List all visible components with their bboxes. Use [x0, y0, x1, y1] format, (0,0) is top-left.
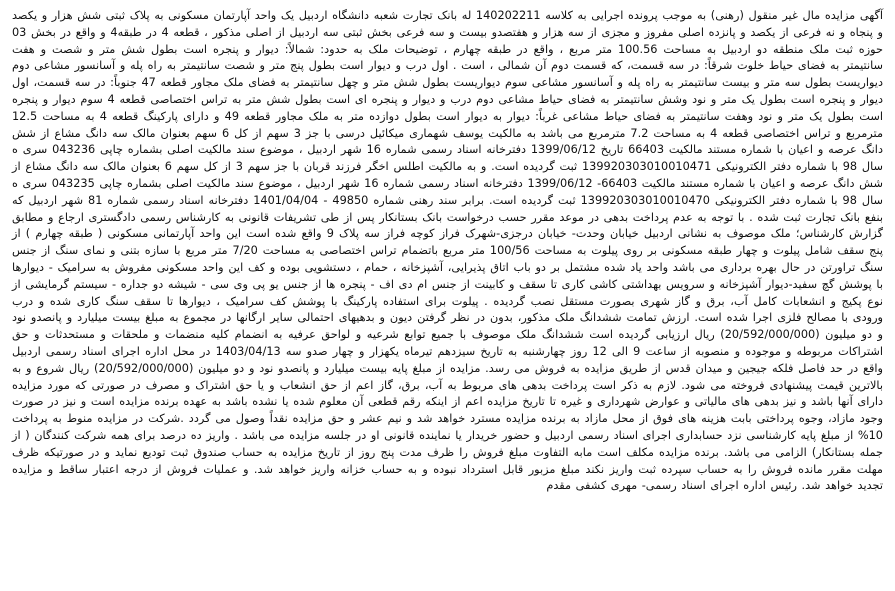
auction-notice-text: آگهی مزایده مال غیر منقول (رهنی) به موجب پرونده اجرایی به کلاسه 140202211 له بانک تجارت شعبه دانشگاه اردبیل یک واحد آپارتمان مسکونی به پلاک ثبتی شش هزار و یکصد و پنجاه و نه فرعی از یکصد و پانزده اصلی مفروز و مجزی از سه هزار و هفتصدو بیست و سه فرعی بخش ثبتی سه اردبیل از اصلی مذکور ، قطعه 4 در طبقه4 و واقع در بخش 03 حوزه ثبت ملک منطقه دو اردبیل به مساحت 100.56 متر مربع ، واقع در طبقه چهارم ، توضیحات ملک به حدود: شمالاً: دیوار و پنجره است بطول شش متر و شصت و هفت سانتیمتر به فضای حیاط خلوت شرقاً: در سه قسمت، که قسمت دوم آن شمالی ، است . اول درب و دیوار است بطول پنج متر و شصت سانتیمتر به راه پله و آسانسور مشاعی دوم دیواریست بطول سه متر و بیست سانتیمتر به راه پله و آسانسور مشاعی سوم دیواریست بطول شش متر و چهل سانتیمتر به فضای ملک مجاور قطعه 47 جنوباً: در سه قسمت، اول دیوار و پنجره است بطول یک متر و نود وشش سانتیمتر به فضای حیاط مشاعی دوم درب و دیوار و پنجره ای است بطول شش متر به تراس اختصاصی قطعه 4 سوم دیوار و پنجره است بطول یک متر و نود وهفت سانتیمتر به فضای حیاط مشاعی غرباً: دیوار به دیوار است بطول دوازده متر به ملک مجاور قطعه 49 و دارای پارکینگ قطعه 4 به مساحت 12.5 مترمربع و تراس اختصاصی قطعه 4 به مساحت 7.2 مترمربع می باشد به مالکیت یوسف شهماری میکائیل درسی با جز 3 سهم از کل 6 سهم بعنوان مالک سه دانگ مشاع از شش دانگ عرصه و اعیان با شماره مستند مالکیت 66403 تاریخ 1399/06/12 دفترخانه اسناد رسمی شماره 16 شهر اردبیل ، موضوع سند مالکیت اصلی بشماره چاپی 043236 سری ه سال 98 با شماره دفتر الکترونیکی 139920303010010471 ثبت گردیده است. و به مالکیت اطلس اخگر فرزند قربان با جز سهم 3 از کل سهم 6 بعنوان مالک سه دانگ مشاع از شش دانگ عرصه و اعیان با شماره مستند مالکیت 66403- 1399/06/12 دفترخانه اسناد رسمی شماره 16 شهر اردبیل ، موضوع سند مالکیت اصلی بشماره چاپی 043235 سری ه سال 98 با شماره دفتر الکترونیکی 139920303010010470 ثبت گردیده است. برابر سند رهنی شماره 49850 - 1401/04/04 دفترخانه اسناد رسمی شماره 81 شهر اردبیل که بنفع بانک تجارت ثبت شده . با توجه به عدم پرداخت بدهی در موعد مقرر حسب درخواست بانک بستانکار پس از طی تشریفات قانونی به کارشناس رسمی دادگستری ارجاع و مطابق گزارش کارشناس؛ ملک موصوف به نشانی اردبیل خیابان وحدت- خیابان درجزی-شهرک فراز کوچه فراز سه پلاک 9 واقع شده است این واحد آپارتمانی مسکونی ( طبقه چهارم ) از پنج سقف شامل پیلوت و چهار طبقه مسکونی بر روی پیلوت به مساحت 100/56 متر مربع باتضمام تراس اختصاصی به مساحت 7/20 متر مربع با سازه بتنی و نمای سنگ از جنس سنگ تراورتن در حال بهره برداری می باشد واحد یاد شده مشتمل بر دو باب اتاق پذیرایی، آشپزخانه ، حمام ، دستشویی بوده و کف این واحد مسکونی مفروش به سرامیک - دیوارها با پوشش گچ سفید-دیوار آشپزخانه و سرویس بهداشتی کاشی کاری تا سقف و کابینت از جنس ام دی اف - پنجره ها از جنس یو پی وی سی - شیشه دو جداره - سیستم گرمایشی از نوع پکیج و انشعابات کامل آب، برق و گاز شهری بصورت مستقل نصب گردیده . پیلوت برای استفاده پارکینگ با پوشش کف سرامیک ، دیوارها تا سقف سنگ کاری شده و درب ورودی با مصالح فلزی اجرا شده است. ارزش تمامت ششدانگ ملک مذکور، بدون در نظر گرفتن دیون و بدهیهای احتمالی سایر ارگانها در مجموع به مبلغ بیست میلیارد و پانصدو نود و دو میلیون (20/592/000/000) ریال ارزیابی گردیده است ششدانگ ملک موصوف با جمیع توابع شرعیه و لواحق عرفیه به انضمام کلیه منضمات و ملحقات و مستحدثات و حق اشتراکات مربوطه و موجوده و منصوبه از ساعت 9 الی 12 روز چهارشنبه به تاریخ سیزدهم تیرماه یکهزار و چهار صدو سه 1403/04/13 در محل اداره اجرای اسناد رسمی اردبیل واقع در حد فاصل فلکه جیجین و میدان قدس از طریق مزایده به فروش می رسد. مزایده از مبلغ پایه بیست میلیارد و پانصدو نود و دو میلیون (20/592/000/000) ریال شروع و به بالاترین قیمت پیشنهادی فروخته می شود. لازم به ذکر است پرداخت بدهی های مربوط به آب، برق، گاز اعم از حق انشعاب و یا حق اشتراک و مصرف در صورتی که مورد مزایده دارای آنها باشد و نیز بدهی های مالیاتی و عوارض شهرداری و غیره تا تاریخ مزایده اعم از اینکه رقم قطعی آن معلوم شده یا نشده باشد به عهده برنده مزایده است و نیز در صورت وجود مازاد، وجوه پرداختی بابت هزینه های فوق از محل مازاد به برنده مزایده مسترد خواهد شد و نیم عشر و حق مزایده نقداً وصول می گردد .شرکت در مزایده منوط به پرداخت 10% از مبلغ پایه کارشناسی نزد حسابداری اجرای اسناد رسمی اردبیل و حضور خریدار یا نماینده قانونی او در جلسه مزایده می باشد . واریز ده درصد برای همه شرکت کنندگان ( از جمله بستانکار) الزامی می باشد. برنده مزایده مکلف است مابه التفاوت مبلغ فروش را ظرف مدت پنج روز از تاریخ مزایده به حساب صندوق ثبت تودیع نماید و در صورتیکه ظرف مهلت مقرر مانده فروش را به حساب سپرده ثبت واریز نکند مبلغ مزبور قابل استرداد نبوده و به حساب خزانه واریز خواهد شد. و عملیات فروش از درجه اعتبار ساقط و مزایده تجدید خواهد شد. رئیس اداره اجرای اسناد رسمی- مهری کشفی مقدم [12, 9, 884, 493]
